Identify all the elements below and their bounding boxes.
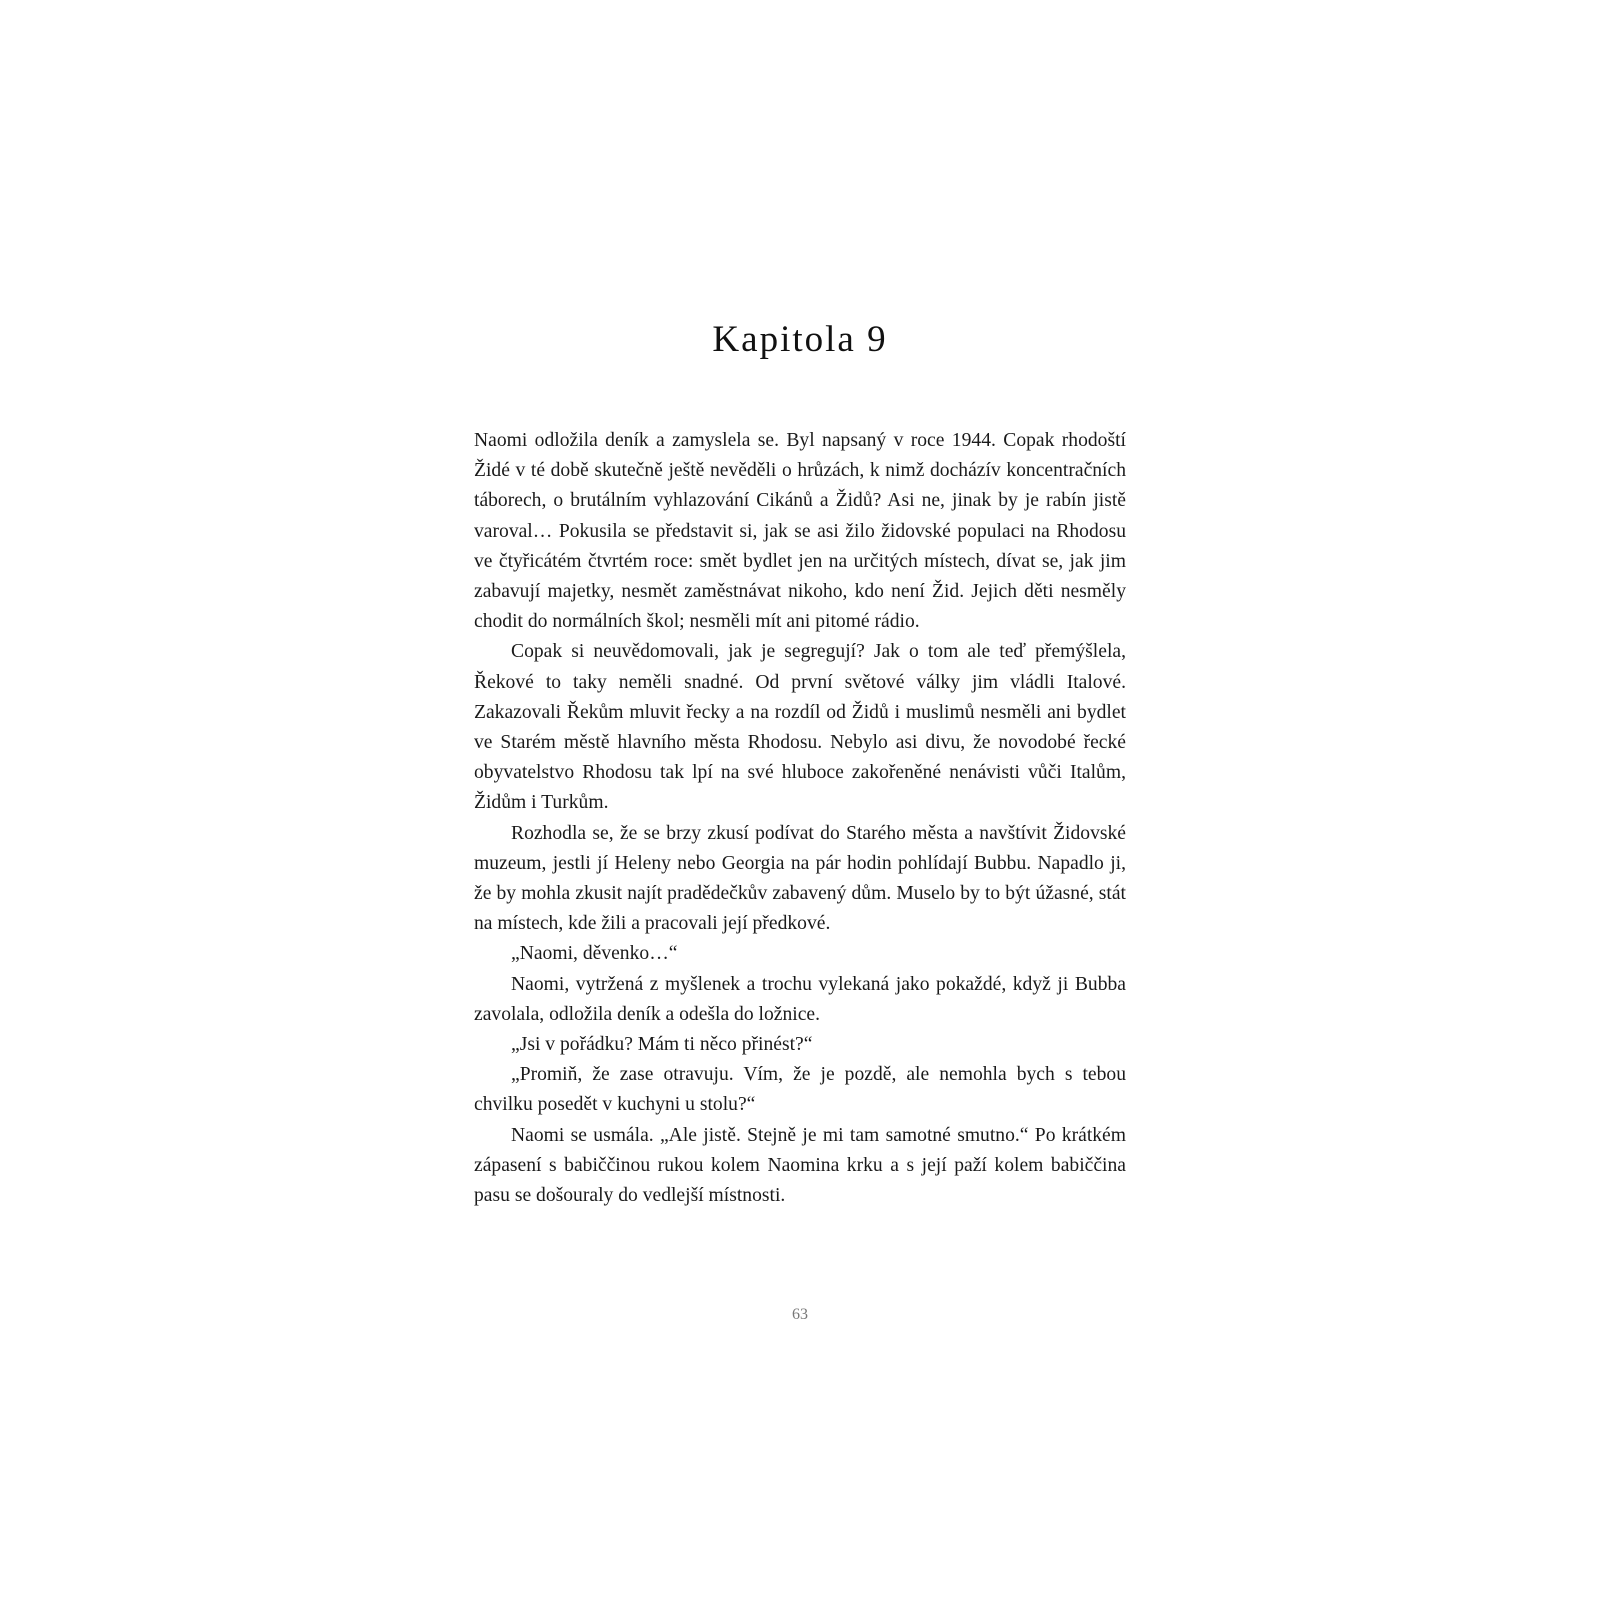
- paragraph: Naomi odložila deník a zamyslela se. Byl napsaný v roce 1944. Copak rhodoští Židé v té době skutečně ještě nevěděli o hrůzách, k nimž docházív koncentračních táborech, o brutálním vyhlazování Cikánů a Židů? Asi ne, jinak by je rabín jistě varoval… Pokusila se představit si, jak se asi žilo židovské populaci na Rhodosu ve čtyřicátém čtvrtém roce: smět bydlet jen na určitých místech, dívat se, jak jim zabavují majetky, nesmět zaměstnávat nikoho, kdo není Žid. Jejich děti nesměly chodit do normálních škol; nesměli mít ani pitomé rádio.: [474, 430, 1126, 633]
- paragraph: Rozhodla se, že se brzy zkusí podívat do Starého města a navštívit Židovské muzeum, jestli jí Heleny nebo Georgia na pár hodin pohlídají Bubbu. Napadlo ji, že by mohla zkusit najít pradědečkův zabavený dům. Muselo by to být úžasné, stát na místech, kde žili a pracovali její předkové.: [474, 822, 1126, 935]
- paragraph: Naomi se usmála. „Ale jistě. Stejně je mi tam samotné smutno.“ Po krátkém zápasení s babiččinou rukou kolem Naomina krku a s její paží kolem babiččina pasu se došouraly do vedlejší místnosti.: [474, 1124, 1126, 1207]
- paragraph: Copak si neuvědomovali, jak je segregují? Jak o tom ale teď přemýšlela, Řekové to taky neměli snadné. Od první světové války jim vládli Italové. Zakazovali Řekům mluvit řecky a na rozdíl od Židů i muslimů nesměli ani bydlet ve Starém městě hlavního města Rhodosu. Nebylo asi divu, že novodobé řecké obyvatelstvo Rhodosu tak lpí na své hluboce zakořeněné nenávisti vůči Italům, Židům i Turkům.: [474, 641, 1126, 814]
- paragraph: Naomi, vytržená z myšlenek a trochu vylekaná jako pokaždé, když ji Bubba zavolala, odložila deník a odešla do ložnice.: [474, 973, 1126, 1025]
- dialogue-paragraph: „Promiň, že zase otravuju. Vím, že je pozdě, ale nemohla bych s tebou chvilku posedět v kuchyni u stolu?“: [474, 1064, 1126, 1116]
- dialogue-paragraph: „Jsi v pořádku? Mám ti něco přinést?“: [511, 1034, 813, 1056]
- page-number: 63: [792, 1306, 808, 1323]
- chapter-title: Kapitola 9: [712, 319, 888, 360]
- chapter-body: [474, 426, 1126, 1211]
- dialogue-paragraph: „Naomi, děvenko…“: [511, 943, 678, 965]
